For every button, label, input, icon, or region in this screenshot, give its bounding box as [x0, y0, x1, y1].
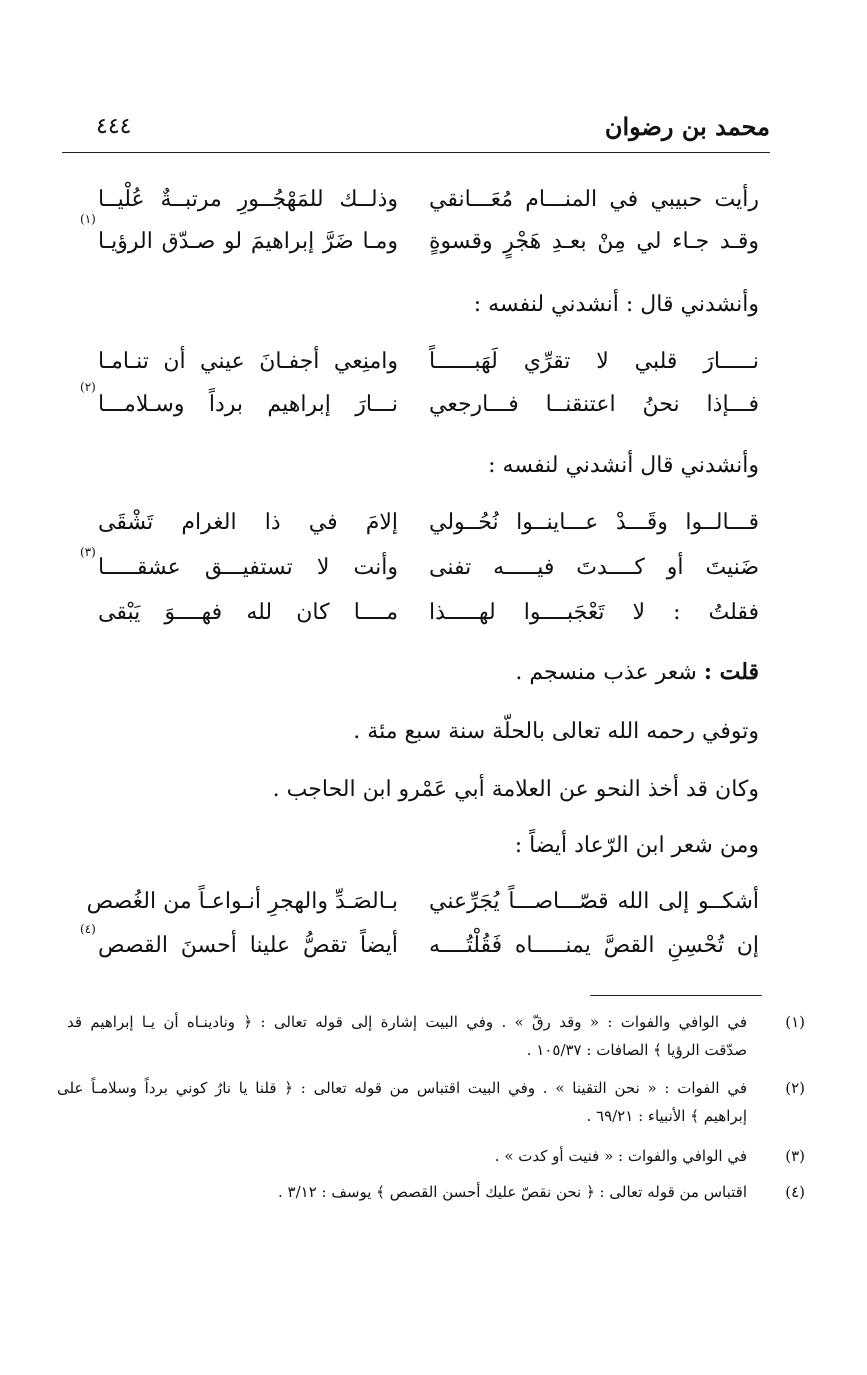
footnote-line: اقتباس من قوله تعالى : ﴿ نحن نقصّ عليك أحسن القصص ﴾ يوسف : ٣/١٢ .	[278, 1183, 747, 1201]
header-title: محمد بن رضوان	[604, 112, 770, 141]
running-header	[62, 108, 770, 153]
comment-label: قلت :	[703, 659, 759, 685]
footnote-number: (٤)	[785, 1183, 805, 1201]
footnote-number: (٢)	[785, 1079, 805, 1097]
verse-left-hemistich: وامنِعي أجفـانَ عيني أن تنـامـا	[98, 349, 398, 374]
verse-right-hemistich: قـــالــوا وقَـــدْ عـــاينــوا نُحُــولي	[429, 510, 759, 535]
footnote-marker: (١)	[80, 212, 96, 226]
comment-text: شعر عذب منسجم .	[515, 660, 697, 685]
footnote-marker: (٢)	[80, 380, 96, 394]
footnote-number: (٣)	[785, 1147, 805, 1165]
verse-right-hemistich: نـــــارَ قلبي لا تقرِّي لَهَبــــــاً	[429, 349, 759, 374]
verse-right-hemistich: فقلتُ : لا تَعْجَبــــوا لهـــــذا	[429, 600, 759, 625]
verse-right-hemistich: إن تُحْسِنِ القصَّ يمنـــــاه فَقُلْتُــــه	[429, 933, 759, 958]
footnote-line: في الفوات : « نحن التقينا » . وفي البيت اقتباس من قوله تعالى : ﴿ قلنا يا نارُ كوني برداً وسلامـاً على	[57, 1079, 747, 1097]
footnote-marker: (٣)	[80, 545, 96, 559]
footnote-marker: (٤)	[80, 922, 96, 936]
prose-line: وتوفي رحمه الله تعالى بالحلّة سنة سبع مئة .	[353, 719, 759, 744]
verse-left-hemistich: مــــا كان لله فهــــوَ يَبْقى	[98, 600, 398, 625]
prose-line: وكان قد أخذ النحو عن العلامة أبي عَمْرو ابن الحاجب .	[272, 777, 759, 802]
verse-right-hemistich: رأيت حبيبي في المنـــام مُعَـــانقي	[429, 187, 759, 212]
verse-left-hemistich: بـالصَـدِّ والهجرِ أنـواعـاً من الغُصص	[86, 889, 398, 914]
page-number: ٤٤٤	[96, 114, 132, 139]
verse-left-hemistich: وذلــك للمَهْجُــورِ مرتبــةٌ عُلْيــا	[98, 187, 398, 212]
footnote	[57, 1074, 805, 1130]
verse-left-hemistich: إلامَ في ذا الغرام تَشْقَى	[98, 510, 398, 535]
intro-line: وأنشدني قال : أنشدني لنفسه :	[473, 292, 759, 317]
footnote	[67, 1142, 805, 1170]
footnote	[67, 1008, 805, 1064]
footnote-line: في الوافي والفوات : « فنيت أو كدت » .	[494, 1147, 747, 1165]
footnote-number: (١)	[785, 1013, 805, 1031]
footnote	[67, 1178, 805, 1206]
intro-line: وأنشدني قال أنشدني لنفسه :	[488, 453, 759, 478]
footnote-separator	[590, 995, 762, 996]
verse-left-hemistich: ومـا ضَرَّ إبراهيمَ لو صـدّق الرؤيـا	[98, 229, 398, 254]
intro-line: ومن شعر ابن الرّعاد أيضاً :	[514, 833, 759, 858]
footnote-line: صدّقت الرؤيا ﴾ الصافات : ١٠٥/٣٧ .	[526, 1041, 747, 1059]
verse-left-hemistich: نـــارَ إبراهيم برداً وسـلامـــا	[98, 392, 398, 417]
verse-left-hemistich: أيضاً تقصُّ علينا أحسنَ القصص	[98, 933, 398, 958]
verse-right-hemistich: ضَنيتَ أو كــــدتَ فيـــــه تفنى	[429, 555, 759, 580]
verse-left-hemistich: وأنت لا تستفيـــق عشقـــــا	[98, 555, 398, 580]
footnote-line: في الوافي والفوات : « وقد رقّ » . وفي البيت إشارة إلى قوله تعالى : ﴿ ونادينـاه أن يـا إبراهيم قد	[67, 1013, 747, 1031]
verse-right-hemistich: وقـد جـاء لي مِنْ بعـدِ هَجْرٍ وقسوةٍ	[429, 229, 759, 254]
verse-right-hemistich: فـــإذا نحنُ اعتنقنــا فـــارجعي	[429, 392, 759, 417]
verse-right-hemistich: أشكــو إلى الله قصّـــاصـــاً يُجَرِّعني	[429, 889, 759, 914]
comment-line	[515, 652, 759, 693]
footnote-line: إبراهيم ﴾ الأنبياء : ٦٩/٢١ .	[586, 1107, 747, 1125]
